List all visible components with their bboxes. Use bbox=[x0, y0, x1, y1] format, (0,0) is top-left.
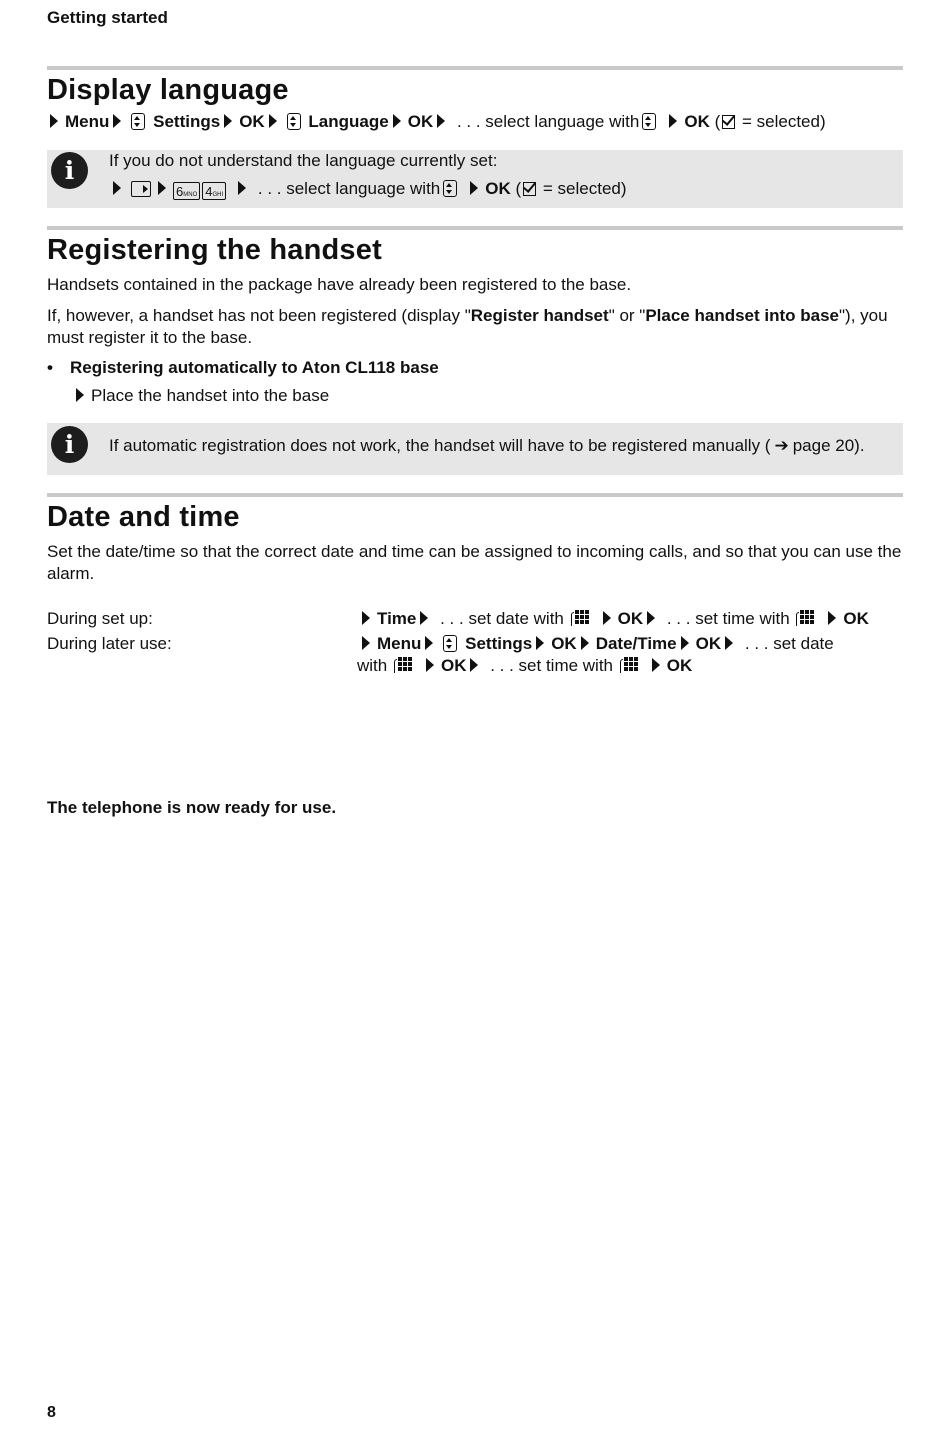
arrow-icon bbox=[669, 114, 677, 128]
step-ok: OK bbox=[407, 112, 434, 131]
running-head: Getting started bbox=[47, 8, 168, 27]
selected-note: = selected) bbox=[542, 179, 627, 198]
arrow-icon bbox=[470, 658, 478, 672]
keypad-icon bbox=[394, 657, 412, 673]
arrow-icon bbox=[224, 114, 232, 128]
info-select-language: . . . select language with bbox=[257, 179, 441, 198]
navigation-key-icon bbox=[287, 113, 301, 130]
navigation-key-icon bbox=[642, 113, 656, 130]
display-language-steps bbox=[50, 111, 826, 133]
paren: ( bbox=[714, 112, 721, 131]
keypad-icon bbox=[571, 610, 589, 626]
info-ok: OK bbox=[485, 179, 511, 198]
navigation-key-icon bbox=[131, 113, 145, 130]
arrow-icon bbox=[269, 114, 277, 128]
later-steps-2: with OK . . . set time with OK bbox=[357, 656, 693, 675]
arrow-icon bbox=[581, 636, 589, 650]
arrow-icon bbox=[647, 611, 655, 625]
arrow-icon bbox=[113, 181, 121, 195]
step-select-language: . . . select language with bbox=[456, 112, 640, 131]
registering-para-1: Handsets contained in the package have already been registered to the base. bbox=[47, 275, 632, 294]
info-line: If you do not understand the language currently set: bbox=[109, 151, 498, 170]
check-box-icon bbox=[722, 115, 735, 129]
later-label: During later use: bbox=[47, 634, 172, 653]
selected-note: = selected) bbox=[741, 112, 826, 131]
setup-label: During set up: bbox=[47, 609, 153, 628]
step-ok: OK bbox=[684, 112, 710, 131]
arrow-icon bbox=[828, 611, 836, 625]
bullet: • bbox=[47, 358, 53, 377]
arrow-icon bbox=[652, 658, 660, 672]
check-box-icon bbox=[523, 182, 536, 196]
info-icon: i bbox=[51, 426, 88, 463]
info-box-registration bbox=[47, 423, 903, 475]
setup-steps: Time . . . set date with OK . . . set time with OK bbox=[362, 608, 869, 630]
paren: ( bbox=[515, 179, 522, 198]
ready-note: The telephone is now ready for use. bbox=[47, 798, 337, 817]
info-text: If automatic registration does not work, the handset will have to be registered manually ( ➔ page 20). bbox=[109, 436, 865, 455]
date-time-para: Set the date/time so that the correct date and time can be assigned to incoming calls, and so that you can use the alarm. bbox=[47, 542, 902, 583]
info-icon: i bbox=[51, 152, 88, 189]
menu-key-icon bbox=[131, 181, 151, 197]
arrow-icon bbox=[603, 611, 611, 625]
key-4-icon: 4GHI bbox=[202, 182, 226, 200]
arrow-icon bbox=[420, 611, 428, 625]
arrow-icon bbox=[113, 114, 121, 128]
arrow-icon bbox=[437, 114, 445, 128]
arrow-icon bbox=[158, 181, 166, 195]
key-6-icon: 6MNO bbox=[173, 182, 200, 200]
arrow-icon bbox=[362, 611, 370, 625]
navigation-key-icon bbox=[443, 635, 457, 652]
navigation-key-icon bbox=[443, 180, 457, 197]
step-settings: Settings bbox=[153, 112, 221, 131]
bullet-title: Registering automatically to Aton CL118 base bbox=[70, 358, 439, 377]
page-number: 8 bbox=[47, 1404, 56, 1421]
reference-arrow-icon: ➔ bbox=[774, 436, 789, 455]
arrow-icon bbox=[725, 636, 733, 650]
later-steps-1: Menu Settings OK Date/Time OK . . . set date bbox=[362, 633, 834, 655]
registering-para-2: If, however, a handset has not been registered (display "Register handset" or "Place handset into base"), you must register it to the base. bbox=[47, 306, 888, 347]
section-rule-date-time bbox=[47, 493, 903, 497]
heading-registering-handset: Registering the handset bbox=[47, 234, 382, 266]
arrow-icon bbox=[536, 636, 544, 650]
info-steps bbox=[109, 178, 627, 200]
keypad-icon bbox=[796, 610, 814, 626]
keypad-icon bbox=[620, 657, 638, 673]
section-rule-registering bbox=[47, 226, 903, 230]
arrow-icon bbox=[681, 636, 689, 650]
arrow-icon bbox=[362, 636, 370, 650]
info-box-language bbox=[47, 150, 903, 208]
arrow-icon bbox=[425, 636, 433, 650]
arrow-icon bbox=[426, 658, 434, 672]
step-menu: Menu bbox=[65, 112, 110, 131]
heading-display-language: Display language bbox=[47, 74, 289, 106]
arrow-icon bbox=[238, 181, 246, 195]
arrow-icon bbox=[50, 114, 58, 128]
arrow-icon bbox=[470, 181, 478, 195]
section-rule-display-language bbox=[47, 66, 903, 70]
step-language: Language bbox=[308, 112, 389, 131]
heading-date-time: Date and time bbox=[47, 501, 240, 533]
step-ok: OK bbox=[239, 112, 265, 131]
arrow-icon bbox=[393, 114, 401, 128]
bullet-step: Place the handset into the base bbox=[72, 385, 329, 407]
arrow-icon bbox=[76, 388, 84, 402]
